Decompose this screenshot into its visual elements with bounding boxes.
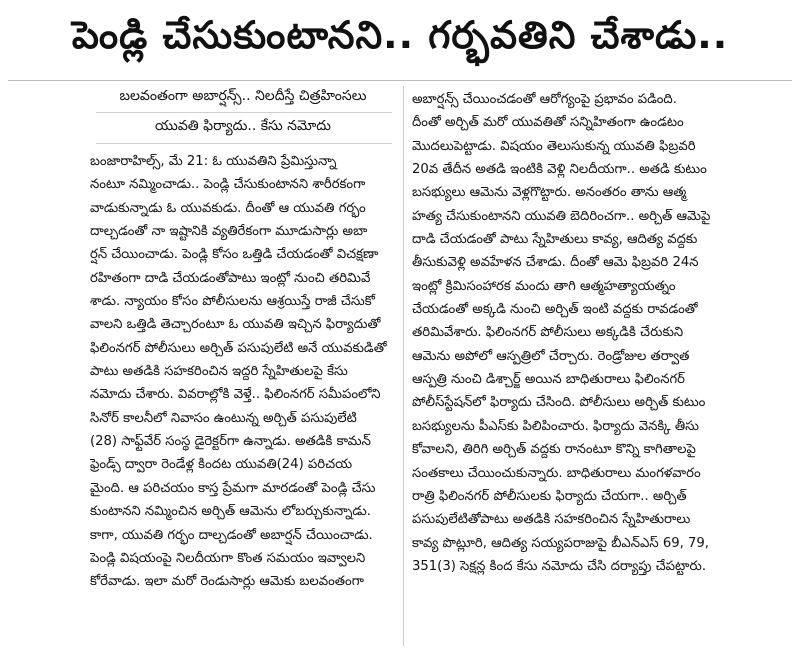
- article-line: కోవాలని, తిరిగి అర్చిత్ వద్దకు రానంటూ కొన్ని కాగితాలపై: [412, 442, 696, 458]
- article-line: పోలీస్‌స్టేషన్‌లో ఫిర్యాదు చేసింది. పోలీసులు అర్చిత్ కుటుం: [412, 395, 706, 411]
- article-line: వాడుకున్నాడు ఓ యువకుడు. దీంతో ఆ యువతి గర్భం: [90, 200, 366, 216]
- article-line: కాగా, యువతి గర్భం దాల్చడంతో అబార్షన్ చేయించాడు.: [90, 527, 373, 543]
- subheading-rule-1: [96, 112, 392, 113]
- article-left-column: [90, 150, 396, 594]
- article-line: దాల్చడంతో నా ఇష్టానికి వ్యతిరేకంగా మూడుసార్లు అబా: [90, 224, 368, 240]
- article-line: పాటు అతడికి సహకరించిన ఇద్దరి స్నేహితులపై కేసు: [90, 364, 348, 380]
- article-line: బసభ్యులు ఆమెను వెళ్లగొట్టారు. అనంతరం తాను ఆత్మ: [412, 185, 687, 201]
- article-line: (28) సాఫ్ట్‌వేర్ సంస్థ డైరెక్టర్‌గా ఉన్నాడు. అతడికి కామన్: [90, 434, 371, 450]
- article-line: మొదలుపెట్టాడు. విషయం తెలుసుకున్న యువతి ఫిబ్రవరి: [412, 138, 696, 154]
- article-line: నంటూ నమ్మించాడు.. పెండ్లి చేసుకుంటానని శారీరకంగా: [90, 177, 366, 193]
- article-line: చేయడంతో అక్కడి నుంచి అర్చిత్ ఇంటి వద్దకు రావడంతో: [412, 302, 698, 318]
- article-line: ఫ్రెండ్స్ ద్వారా రెండేళ్ల కిందట యువతి(24) పరిచయ: [90, 457, 353, 473]
- article-line: మైంది. ఆ పరిచయం కాస్త ప్రేమగా మారడంతో పెండ్లి చేసు: [90, 480, 376, 496]
- article-line: హత్య చేసుకుంటానని యువతి బెదిరించగా.. అర్చిత్ ఆమెపై: [412, 208, 711, 224]
- subheading-1: బలవంతంగా అబార్షన్స్.. నిలదీస్తే చిత్రహింసలు: [119, 88, 367, 104]
- column-divider: [403, 86, 404, 646]
- article-line: బంజారాహిల్స్, మే 21: ఓ యువతిని ప్రేమిస్తున్నా: [90, 154, 337, 169]
- subheading-2: యువతి ఫిర్యాదు.. కేసు నమోదు: [154, 118, 332, 134]
- article-line: పసుపులేటితోపాటు అతడికి సహకరించిన స్నేహితురాలు: [412, 512, 691, 528]
- article-line: తీసుకువెళ్లి అవహేళన చేశాడు. దీంతో ఆమె ఫిబ్రవరి 24న: [412, 255, 699, 271]
- article-line: శాడు. న్యాయం కోసం పోలీసులను ఆశ్రయిస్తే రాజీ చేసుకో: [90, 294, 375, 310]
- article-line: ఇంట్లో క్రిమిసంహారక మందు తాగి ఆత్మహత్యాయత్నం: [412, 278, 676, 294]
- article-line: సంతకాలు చేయించుకున్నారు. బాధితురాలు మంగళవారం: [412, 465, 701, 481]
- article-line: తరిమివేశారు. ఫిలింనగర్ పోలీసులు అక్కడికి చేరుకుని: [412, 325, 684, 341]
- article-line: నమోదు చేశారు. వివరాల్లోకి వెళ్తే.. ఫిలింనగర్ సమీపంలోని: [90, 387, 381, 403]
- article-line: బసభ్యులను పీఎస్‌కు పిలిపించారు. ఫిర్యాదు వెనక్కి తీసు: [412, 418, 699, 434]
- subheading-rule-2: [96, 143, 392, 144]
- article-line: ఫిలింనగర్ పోలీసులు అర్చిత్ పసుపులేటి అనే యువకుడితో: [90, 340, 387, 356]
- article-line: కుంటానని నమ్మించిన అర్చిత్ ఆమెను లోబర్చుకున్నాడు.: [90, 504, 371, 520]
- article-line: ఆస్పత్రి నుంచి డిశ్చార్జ్ అయిన బాధితురాలు ఫిలింనగర్: [412, 372, 685, 388]
- headline-divider: [8, 80, 792, 81]
- article-line: దాడి చేయడంతో పాటు స్నేహితులు కావ్య, ఆదిత్య వద్దకు: [412, 232, 698, 248]
- article-line: పెండ్లి విషయంపై నిలదీయగా కొంత సమయం ఇవ్వాలని: [90, 550, 366, 566]
- article-line: రహితంగా దాడి చేయడంతోపాటు ఇంట్లో నుంచి తరిమివే: [90, 270, 371, 286]
- article-line: రాత్రి ఫిలింనగర్ పోలీసులకు ఫిర్యాదు చేయగా.. అర్చిత్: [412, 488, 687, 504]
- article-line: 351(3) సెక్షన్ల కింద కేసు నమోదు చేసి దర్యాప్తు చేపట్టారు.: [412, 558, 707, 574]
- article-line: అబార్షన్స్ చేయించడంతో ఆరోగ్యంపై ప్రభావం పడింది.: [412, 92, 677, 107]
- article-line: ర్షన్ చేయించాడు. పెండ్లి కోసం ఒత్తిడి చేయడంతో విచక్షణా: [90, 247, 379, 263]
- article-line: దీంతో అర్చిత్ మరో యువతితో సన్నిహితంగా ఉండటం: [412, 115, 684, 131]
- article-line: ఆమెను అపోలో ఆస్పత్రిలో చేర్చారు. రెండ్రోజుల తర్వాత: [412, 348, 690, 364]
- article-line: కావ్య పొట్లూరి, ఆదిత్య సయ్యపరాజుపై బీఎన్ఎస్ 69, 79,: [412, 535, 709, 551]
- article-line: సినోర్ కాలనీలో నివాసం ఉంటున్న అర్చిత్ పసుపులేటి: [90, 410, 357, 426]
- article-line: కోరేవాడు. ఇలా మరో రెండుసార్లు ఆమెకు బలవంతంగా: [90, 574, 364, 590]
- article-line: 20వ తేదీన అతడి ఇంటికి వెళ్లి నిలదీయగా.. అతడి కుటుం: [412, 162, 707, 178]
- article-line: వాలని ఒత్తిడి తెచ్చారంటూ ఓ యువతి ఇచ్చిన ఫిర్యాదుతో: [90, 317, 381, 333]
- article-right-column: [412, 88, 790, 578]
- headline: పెండ్లి చేసుకుంటానని.. గర్భవతిని చేశాడు..: [71, 13, 729, 57]
